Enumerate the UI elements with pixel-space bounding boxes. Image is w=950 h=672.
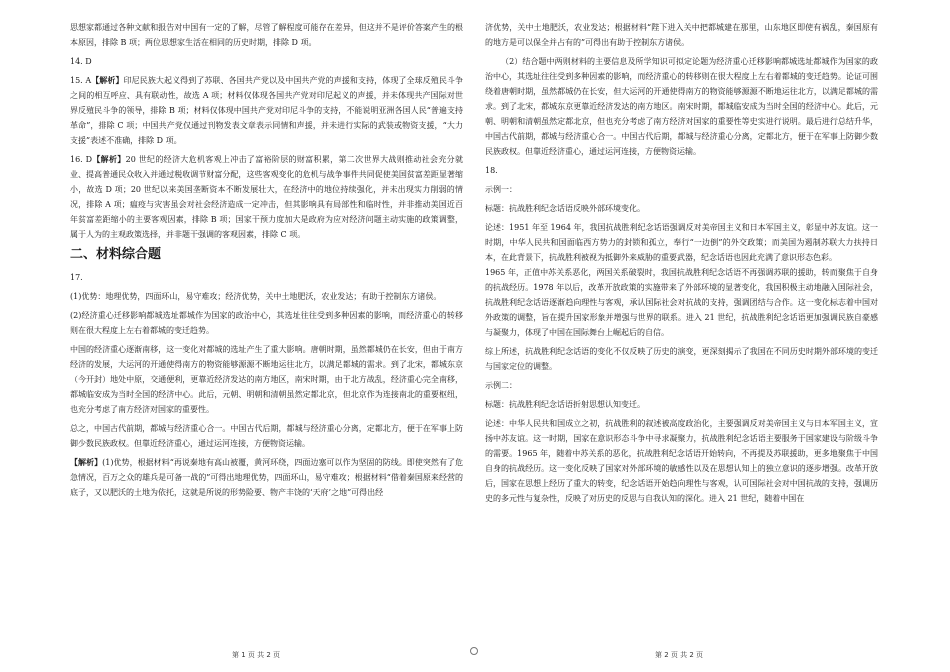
analysis-tag-16: 【解析】 — [92, 154, 126, 164]
analysis-tag-15: 【解析】 — [91, 75, 124, 85]
answer-17-part2: (2)经济重心迁移影响都城选址都城作为国家的政治中心，其选址往往受到多种因素的影响，而经济重心的转移则在很大程度上左右着都城的变迁趋势。 — [70, 311, 463, 335]
answer-16-number: 16. D — [70, 155, 93, 164]
analysis-15-text: 印尼民族大起义得到了苏联、各国共产党以及中国共产党的声援和支持，体现了全球反殖民斗争之间的相互呼应、具有联动性，故选 A 项；材料仅体现各国共产党对印尼起义的声援，并未体现共产国际对世界反殖民斗争的领导，排除 B 项；材料仅体现中国共产党对印尼斗争的支持，不能说明亚洲各国人民“普遍支持革命”，排除 C 项；中国共产党仅通过刊物发表文章表示同情和声援，并未进行实际的武装或物资支援，“大力支援”表述不准确，排除 D 项。 — [70, 76, 464, 145]
example-1-body-2: 1965 年，正值中苏关系恶化，两国关系破裂时，我国抗战胜利纪念话语不再强调苏联的援助，转而聚焦于自身的抗战经历。1978 年以后，改革开放政策的实施带来了外部环境的显著变化，我国积极主动地融入国际社会，抗战胜利纪念话语逐渐趋向理性与客观，承认国际社会对抗战的支持，强调团结与合作。这一变化标志着中国对外政策的调整，旨在提升国家形象并增强与世界的联系。进入 21 世纪，抗战胜利纪念话语更加强调民族自豪感与凝聚力，体现了中国在国际舞台上崛起后的自信。 — [485, 268, 878, 337]
binding-circle-icon — [470, 647, 478, 655]
answer-16 — [70, 152, 463, 242]
answer-15-number: 15. A — [70, 76, 92, 85]
answer-17-summary: 总之，中国古代前期，都城与经济重心合一。中国古代后期，都城与经济重心分离，定都北方，便于在军事上防御少数民族政权。但靠近经济重心，通过运河连接，方便物资运输。 — [70, 424, 463, 448]
page-number-right: 第 2 页 共 2 页 — [655, 651, 704, 659]
analysis-16-text: 20 世纪的经济大危机客观上冲击了富裕阶层的财富积累，第二次世界大战则推动社会充分就业、提高普通民众收入并通过税收调节财富分配，这些客观变化的危机与战争事件共同促使美国贫富差距显著缩小，故选 D 项；20 世纪以来美国垄断资本不断发展壮大，在经济中的地位持续强化，并未出现实力削弱的情况，排除 A 项；瘟疫与灾害虽会对社会经济造成一定冲击，但其影响具有局部性和临时性，并非推动美国近百年贫富差距缩小的主要客观因素，排除 B 项；国家干预力度加大是政府为应对经济问题主动实施的政策调整，属于人为的主观政策选择，并非题干强调的客观因素，排除 C 项。 — [70, 155, 464, 239]
question-17-number: 17. — [70, 273, 83, 282]
example-1-conclusion: 综上所述，抗战胜利纪念话语的变化不仅反映了历史的演变，更深刻揭示了我国在不同历史时期外部环境的变迁与国家定位的调整。 — [485, 347, 878, 371]
example-2-body: 论述：中华人民共和国成立之初，抗战胜利的叙述被高度政治化，主要强调反对美帝国主义与日本军国主义，宣扬中苏友谊。这一时期，国家在意识形态斗争中寻求凝聚力，抗战胜利纪念话语主要服务于国家建设与阶级斗争的需要。1965 年，随着中苏关系的恶化，抗战胜利纪念话语开始转向，不再提及苏联援助，更多地聚焦于中国自身的抗战经历。这一变化反映了国家对外部环境的敏感性以及在思想认知上的独立意识的逐步增强。改革开放后，国家在思想上经历了重大的转变，纪念话语开始趋向理性与客观，认可国际社会对中国抗战的支持，强调历史的多元性与复杂性，反映了对历史的反思与自我认知的深化。进入 21 世纪，随着中国在 — [485, 419, 878, 503]
answer-14: 14. D — [70, 57, 92, 66]
example-2-title: 标题：抗战胜利纪念话语折射思想认知变迁。 — [485, 400, 645, 409]
example-1-label: 示例一： — [485, 185, 517, 194]
example-1-title: 标题：抗战胜利纪念话语反映外部环境变化。 — [485, 204, 645, 213]
right-column — [485, 20, 878, 506]
analysis-tag-17: 【解析】 — [70, 457, 103, 467]
section-title: 二、材料综合题 — [70, 247, 162, 262]
analysis-17-part2: （2）结合题中两则材料的主要信息及所学知识可拟定论题为经济重心迁移影响都城选址都城作为国家的政治中心，其选址往往受到多种因素的影响，而经济重心的转移则在很大程度上左右着都城的变迁趋势。论证可围绕着唐朝时期，虽然都城仍在长安，但大运河的开通使得南方的物资能够源源不断地运往北方，以满足都城的需求。到了北宋，都城东京更靠近经济发达的南方地区。南宋时期，都城临安成为当时全国的经济中心。此后，元朝、明朝和清朝虽然定都北京，但也充分考虑了南方经济对国家的重要性等史实进行说明。最后进行总结升华，中国古代前期，都城与经济重心合一。中国古代后期，都城与经济重心分离，定都北方，便于在军事上防御少数民族政权。但靠近经济重心，通过运河连接，方便物资运输。 — [485, 57, 878, 156]
answer-15 — [70, 73, 463, 148]
analysis-17-continued: 济优势，关中土地肥沃，农业发达；根据材料“陛下进入关中把都城建在那里，山东地区即使有祸乱，秦国原有的地方是可以保全并占有的”可得出有助于控制东方诸侯。 — [485, 23, 878, 47]
analysis-17 — [70, 455, 463, 500]
question-18-number: 18. — [485, 166, 498, 175]
analysis-17-text: (1)优势，根据材料“再说秦地有高山被覆，黄河环绕，四面边塞可以作为坚固的防线。即使突然有了危急情况，百万之众的雄兵是可备一战的”可得出地理优势，四面环山，易守难攻；根据材料“借着秦国原来经营的底子，又以肥沃的土地为依托，这就是所说的形势险要、物产丰饶的‘天府’之地”可得出经 — [70, 458, 464, 497]
answer-17-part1: (1)优势：地理优势，四面环山，易守难攻；经济优势，关中土地肥沃，农业发达；有助于控制东方诸侯。 — [70, 292, 442, 301]
left-column — [70, 20, 463, 500]
example-2-label: 示例二： — [485, 381, 517, 390]
example-1-body: 论述：1951 年至 1964 年，我国抗战胜利纪念话语强调反对美帝国主义和日本军国主义，彰显中苏友谊。这一时期，中华人民共和国面临西方势力的封锁和孤立，奉行“一边倒”的外交政策；而美国为遏制苏联大力扶持日本，在此背景下，抗战胜利被视为抵御外来威胁的重要武器，纪念话语也因此充满了意识形态色彩。 — [485, 223, 878, 262]
answer-17-body: 中国的经济重心逐渐南移，这一变化对都城的选址产生了重大影响。唐朝时期，虽然都城仍在长安，但由于南方经济的发展，大运河的开通使得南方的物资能够源源不断地运往北方，以满足都城的需求。到了北宋，都城东京（今开封）地处中原，交通便利，更靠近经济发达的南方地区，南宋时期，由于北方战乱，经济重心完全南移，都城临安成为当时全国的经济中心。此后，元朝、明朝和清朝虽然定都北京，但北京作为连接南北的重要枢纽，也充分考虑了南方经济对国家的重要性。 — [70, 345, 463, 414]
paragraph-q13-end: 思想家都通过各种文献和报告对中国有一定的了解，尽管了解程度可能存在差异，但这并不是评价答案产生的根本原因，排除 B 项；两位思想家生活在相同的历史时期，排除 D 项。 — [70, 23, 463, 47]
page-number-left: 第 1 页 共 2 页 — [232, 651, 281, 659]
